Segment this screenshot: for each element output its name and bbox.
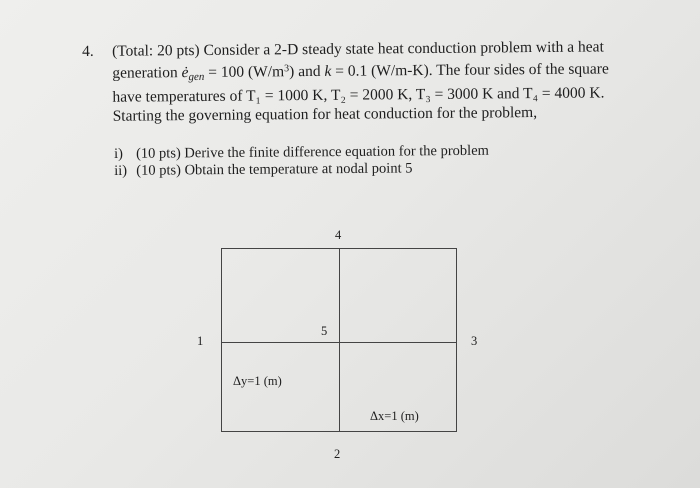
problem-line-3: have temperatures of T₁ = 1000 K, T₂ = 2000 K, T₃ = 3000 K and T₄ = 4000 K. (112, 84, 605, 106)
node-2-label: 2 (334, 447, 341, 461)
problem-parts (114, 143, 489, 180)
part-i (114, 143, 489, 163)
part-numeral: ii) (114, 162, 128, 179)
part-text: (10 pts) Obtain the temperature at nodal point 5 (136, 160, 413, 179)
problem-line-2: generation $ė_{gen} = 100$ $(W/m^3)$ and k = 0.1 (W/m-K). The four sides of the square (112, 60, 609, 84)
node-1-label: 1 (197, 334, 204, 348)
k-symbol: k (324, 62, 332, 80)
part-ii (114, 160, 489, 180)
part-numeral: i) (114, 145, 123, 162)
problem-line-1: (Total: 20 pts) Consider a 2-D steady state heat conduction problem with a heat (112, 38, 604, 60)
part-text: (10 pts) Derive the finite difference equation for the problem (135, 142, 489, 162)
node-4-label: 4 (335, 228, 342, 242)
dy-label: Δy=1 (m) (233, 374, 282, 388)
node-5-label: 5 (321, 324, 328, 338)
nodal-grid-diagram (221, 248, 457, 432)
grid-horizontal-divider (222, 342, 456, 343)
problem-number: 4. (82, 42, 94, 60)
grid-vertical-divider (339, 249, 340, 431)
node-3-label: 3 (471, 334, 478, 348)
cube-superscript: 3 (284, 63, 290, 75)
dx-label: Δx=1 (m) (370, 409, 419, 423)
gen-subscript: gen (188, 70, 205, 84)
problem-line-4: Starting the governing equation for heat conduction for the problem, (112, 104, 538, 125)
e-dot-symbol: ė (181, 64, 189, 82)
problem-statement (82, 37, 643, 126)
